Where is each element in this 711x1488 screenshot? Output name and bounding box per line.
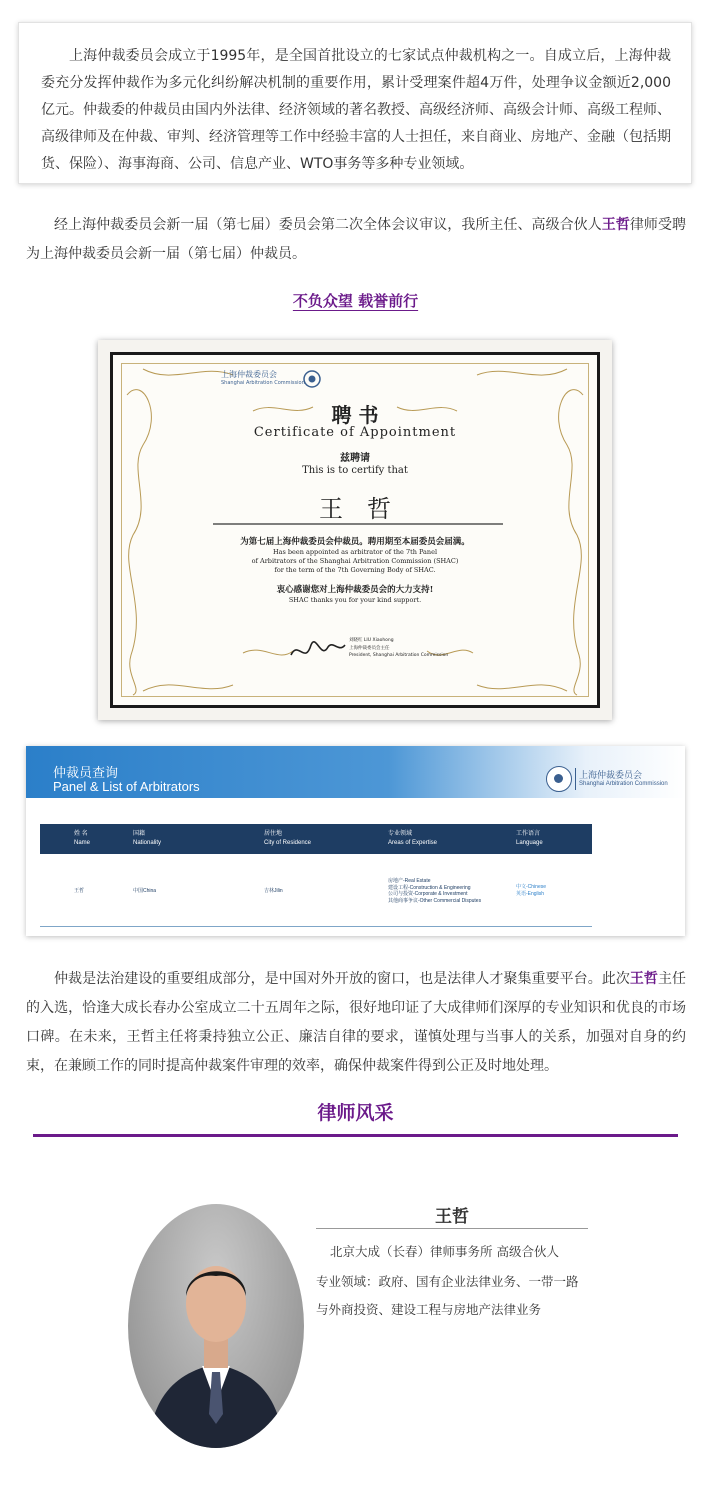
panel-org-cn: 上海仲裁委员会 xyxy=(579,771,643,781)
lawyer-name-highlight: 王哲 xyxy=(601,217,630,233)
cert-signer-3: President, Shanghai Arbitration Commission xyxy=(349,653,449,658)
cert-thanks-cn: 衷心感谢您对上海仲裁委员会的大力支持! xyxy=(276,585,434,595)
header-expertise: 专业领域 Areas of Expertise xyxy=(388,831,438,846)
cert-signer-1: 刘晓红 LIU Xiaohong xyxy=(349,638,394,643)
panel-org-en: Shanghai Arbitration Commission xyxy=(579,781,668,787)
row-residence: 吉林Jilin xyxy=(264,888,283,894)
profile-firm: 北京大成（长春）律师事务所 高级合伙人 xyxy=(330,1244,559,1259)
arbitrator-table-header xyxy=(40,824,592,854)
panel-header xyxy=(26,746,685,798)
header-language: 工作语言 Language xyxy=(516,831,543,846)
cert-appoint-cn: 为第七届上海仲裁委员会仲裁员。聘用期至本届委员会届满。 xyxy=(240,537,470,547)
cert-thanks-en: SHAC thanks you for your kind support. xyxy=(288,596,422,604)
cert-title-cn: 聘 书 xyxy=(331,403,379,427)
intro-text: 上海仲裁委员会成立于1995年，是全国首批设立的七家试点仲裁机构之一。自成立后，上海仲裁委充分发挥仲裁作为多元化纠纷解决机制的重要作用，累计受理案件超4万件，处理争议金额近2,000亿元。仲裁委的仲裁员由国内外法律、经济领域的著名教授、高级经济师、高级会计师、高级工程师、高级律师及在仲裁、审判、经济管理等工作中经验丰富的人士担任，来自商业、房地产、金融（包括期货、保险）、海事海商、公司、信息产业、WTO事务等多种专业领域。 xyxy=(41,48,671,172)
panel-title-en: Panel & List of Arbitrators xyxy=(53,779,200,794)
header-residence: 居住地 City of Residence xyxy=(264,831,312,846)
cert-appoint-en-1: Has been appointed as arbitrator of the 7th Panel xyxy=(272,548,438,556)
cert-certify-en: This is to certify that xyxy=(302,465,408,476)
profile-divider xyxy=(316,1228,588,1229)
cert-appoint-en-2: of Arbitrators of the Shanghai Arbitration Commission (SHAC) xyxy=(251,557,459,565)
header-nationality: 国籍 Nationality xyxy=(133,831,162,846)
arbitrator-list-panel xyxy=(26,746,685,936)
para2-text-2: 主任的入选，恰逢大成长春办公室成立二十五周年之际，很好地印证了大成律师们深厚的专业知识和优良的市场口碑。在未来，王哲主任将秉持独立公正、廉洁自律的要求，谨慎处理与当事人的关系，加强对自身的约束，在兼顾工作的同时提高仲裁案件审理的效率，确保仲裁案件得到公正及时地处理。 xyxy=(26,971,687,1074)
cert-title-en: Certificate of Appointment xyxy=(253,425,457,440)
section-title: 律师风采 xyxy=(317,1102,394,1124)
para1-text-before: 经上海仲裁委员会新一届（第七届）委员会第二次全体会议审议，我所主任、高级合伙人 xyxy=(54,217,602,233)
portrait-illustration xyxy=(128,1204,304,1448)
panel-title-cn: 仲裁员查询 xyxy=(53,766,119,781)
lawyer-portrait xyxy=(128,1204,304,1448)
certificate-image xyxy=(98,340,612,720)
cert-appoint-en-3: for the term of the 7th Governing Body of SHAC. xyxy=(274,566,436,574)
header-name: 姓 名 Name xyxy=(74,831,91,846)
cert-certify-cn: 兹聘请 xyxy=(340,453,370,464)
profile-expertise-2: 与外商投资、建设工程与房地产法律业务 xyxy=(316,1302,542,1317)
table-bottom-rule xyxy=(40,926,592,927)
appointment-paragraph xyxy=(26,211,686,269)
row-nationality: 中国China xyxy=(133,888,157,894)
intro-box xyxy=(18,22,692,184)
section-divider xyxy=(33,1134,678,1137)
row-name: 王哲 xyxy=(74,888,85,894)
para2-text-1: 仲裁是法治建设的重要组成部分，是中国对外开放的窗口，也是法律人才聚集重要平台。此次 xyxy=(54,971,630,987)
row-expertise: 房地产-Real Estate 建设工程-Construction & Engineering 公司与投资-Corporate & Investment 其他商事争议-Other Commercial Disputes xyxy=(388,878,482,904)
closing-paragraph xyxy=(26,965,686,1081)
para1-text-after: 律师受聘为上海仲裁委员会新一届（第七届）仲裁员。 xyxy=(26,217,687,262)
logo-divider xyxy=(575,768,576,790)
signature-icon xyxy=(291,642,345,655)
cert-org-cn: 上海仲裁委员会 xyxy=(221,370,277,379)
subtitle-text: 不负众望 载誉前行 xyxy=(292,292,419,310)
row-language: 中文-Chinese 英语-English xyxy=(516,884,547,897)
cert-signer-2: 上海仲裁委员会主任 xyxy=(349,646,390,651)
profile-expertise-1: 专业领域：政府、国有企业法律业务、一带一路 xyxy=(316,1274,579,1289)
certificate-frame xyxy=(110,352,600,708)
cert-org-en: Shanghai Arbitration Commission xyxy=(221,380,305,386)
subtitle xyxy=(0,290,711,311)
lawyer-name-highlight: 王哲 xyxy=(629,971,658,987)
shac-logo-icon xyxy=(546,766,572,792)
cert-name: 王 哲 xyxy=(319,495,391,523)
profile-name: 王哲 xyxy=(435,1207,469,1227)
